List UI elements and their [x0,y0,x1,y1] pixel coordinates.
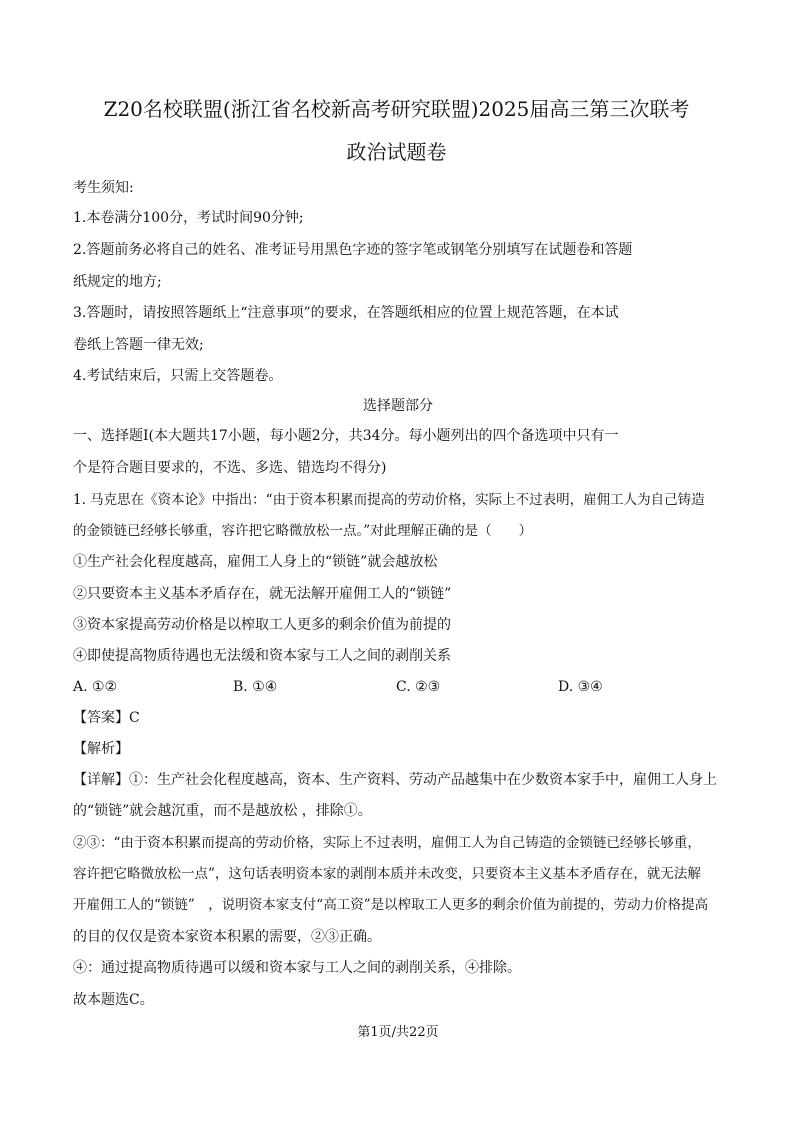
notice-heading: 考生须知: [73,180,134,196]
notice-item: 纸规定的地方; [73,274,162,290]
question-statement: ③资本家提高劳动价格是以榨取工人更多的剩余价值为前提的 [73,617,451,633]
document-title: Z20名校联盟(浙江省名校新高考研究联盟)2025届高三第三次联考 [103,97,690,121]
question-statement: ②只要资本主义基本矛盾存在，就无法解开雇佣工人的“锁链” [73,586,452,602]
section-title: 选择题部分 [363,398,433,414]
notice-item: 1.本卷满分100分，考试时间90分钟; [73,210,304,226]
section-instruction: 一、选择题Ⅰ(本大题共17小题，每小题2分，共34分。每小题列出的四个备选项中只有一 [73,428,619,444]
question-statement: ①生产社会化程度越高，雇佣工人身上的“锁链”就会越放松 [73,554,438,570]
analysis-line: 的“锁链”就会越沉重，而不是越放松 ，排除①。 [73,803,372,819]
page-footer: 第1页/共22页 [357,1025,439,1040]
notice-item: 3.答题时，请按照答题纸上“注意事项”的要求，在答题纸相应的位置上规范答题，在本试 [73,305,619,321]
document-subtitle: 政治试题卷 [346,140,447,164]
analysis-label: 【解析】 [73,741,129,757]
option-d: D. ③④ [558,679,603,695]
analysis-line: 的目的仅仅是资本家资本积累的需要，②③正确。 [73,929,381,945]
question-stem: 1. 马克思在《资本论》中指出：“由于资本积累而提高的劳动价格，实际上不过表明，雇佣工人为自己铸造 [73,492,705,508]
notice-item: 卷纸上答题一律无效; [73,337,204,353]
option-b: B. ①④ [233,679,278,695]
question-stem: 的金锁链已经够长够重，容许把它略微放松一点。”对此理解正确的是（ ） [73,523,533,539]
analysis-line: 容许把它略微放松一点”，这句话表明资本家的剥削本质并未改变，只要资本主义基本矛盾存在，就无法解 [73,866,701,882]
analysis-line: 故本题选C。 [73,992,154,1008]
question-statement: ④即使提高物质待遇也无法缓和资本家与工人之间的剥削关系 [73,648,451,664]
option-a: A. ①② [73,679,118,695]
option-c: C. ②③ [396,679,441,695]
analysis-line: ④：通过提高物质待遇可以缓和资本家与工人之间的剥削关系，④排除。 [73,960,521,976]
analysis-line: ②③：“由于资本积累而提高的劳动价格，实际上不过表明，雇佣工人为自己铸造的金锁链已经够长够重， [73,835,701,851]
notice-item: 2.答题前务必将自己的姓名、准考证号用黑色字迹的签字笔或钢笔分别填写在试题卷和答题 [73,242,633,258]
answer-label: 【答案】 [73,710,129,726]
analysis-line [73,770,723,790]
analysis-line: 开雇佣工人的“锁链” ，说明资本家支付“高工资”是以榨取工人更多的剩余价值为前提的，劳动力价格提高 [73,897,709,913]
notice-item: 4.考试结束后，只需上交答题卷。 [73,368,283,384]
answer-line [73,708,723,728]
detail-label: 【详解】 [73,772,129,788]
answer-value: C [129,710,140,726]
section-instruction: 个是符合题目要求的，不选、多选、错选均不得分) [73,460,387,476]
analysis-text: ①：生产社会化程度越高，资本、生产资料、劳动产品越集中在少数资本家手中，雇佣工人身上 [129,772,717,788]
